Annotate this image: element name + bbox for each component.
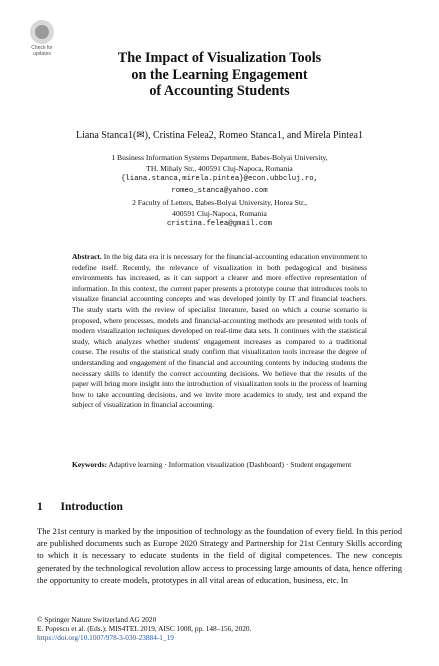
affiliation-2-email: cristina.felea@gmail.com [166,220,273,229]
affiliation-2-line1: 2 Faculty of Letters, Babes-Bolyai University, Horea Str., [132,198,307,207]
section-number: 1 [37,501,43,513]
title-line2: on the Learning Engagement [131,66,308,83]
keywords-label: Keywords: [72,460,107,469]
section-heading [37,501,123,513]
paper-title [60,50,379,100]
check-for-updates-badge[interactable] [22,20,62,62]
intro-paragraph: The 21st century is marked by the imposition of technology as the foundation of every field. In this period are published documents such as Europe 2020 Strategy and Partnership for 21st Century Skills according to which it is necessary to educate students in the field of digital competences. The new concepts generated by the technological revolution allow access to processing large amounts of data, hence offering the opportunity to create models, prototypes in all vital areas of education, business, etc. In [37,526,402,585]
affiliation-1-email2: romeo_stanca@yahoo.com [171,186,268,195]
affiliation-1-line1: 1 Business Information Systems Department, Babes-Bolyai University, [111,153,328,162]
section-title: Introduction [60,501,123,513]
footer-copyright: © Springer Nature Switzerland AG 2020 [37,615,157,624]
abstract-text: In the big data era it is necessary for the financial-accounting education environment to redefine itself. Recently, the relevance of visualization in both pedagogical and business environments has increased, as it can support a clearer and more effective representation of information. In this context, the current paper presents a prototype course that introduces tools to visualize financial accounting concepts and was developed jointly by IT and financial teachers. The study starts with the review of specialist literature, based on which a course scenario is proposed, where processes, models and financial-accounting methods are presented with tools of modern visualization techniques developed on real-time data sets. It continues with the statistical study, which analyzes whether students' engagement increases as compared to a traditional course. The results of the statistical study confirm that visualization tools increase the degree of understanding and engagement of the financial and accounting contents by inducing students the necessary skills to identify the correct accounting decisions. We believe that the results of the paper will bring more insight into the introduction of visualization tools in the process of learning how to take accounting decisions, and we invite more academics to study, test and expand the subject of visualization in financial accounting. [72,252,368,410]
title-line3: of Accounting Students [149,83,290,99]
affiliation-1 [40,152,399,197]
keywords [72,459,367,470]
author-list: Liana Stanca1(✉), Cristina Felea2, Romeo Stanca1, and Mirela Pintea1 [76,130,363,141]
doi-link[interactable]: https://doi.org/10.1007/978-3-030-23884-1_19 [37,633,174,642]
abstract-label: Abstract. [72,252,102,261]
title-line1: The Impact of Visualization Tools [117,50,322,66]
affiliation-1-line2: TH. Mihaly Str., 400591 Cluj-Napoca, Romania [146,164,293,174]
footer [37,615,402,642]
keywords-text: Adaptive learning · Information visualization (Dashboard) · Student engagement [108,460,352,469]
badge-text-line2: updates [33,51,51,57]
abstract [72,252,367,411]
affiliation-2-line2: 400591 Cluj-Napoca, Romania [172,209,267,219]
affiliation-2 [40,197,399,231]
affiliation-1-email1: {liana.stanca,mirela.pintea}@econ.ubbcluj.ro, [120,175,319,184]
footer-citation: E. Popescu et al. (Eds.): MIS4TEL 2019, AISC 1008, pp. 148–156, 2020. [37,624,252,633]
check-for-updates-icon [30,20,54,44]
badge-text-line1: Check for [31,45,53,51]
